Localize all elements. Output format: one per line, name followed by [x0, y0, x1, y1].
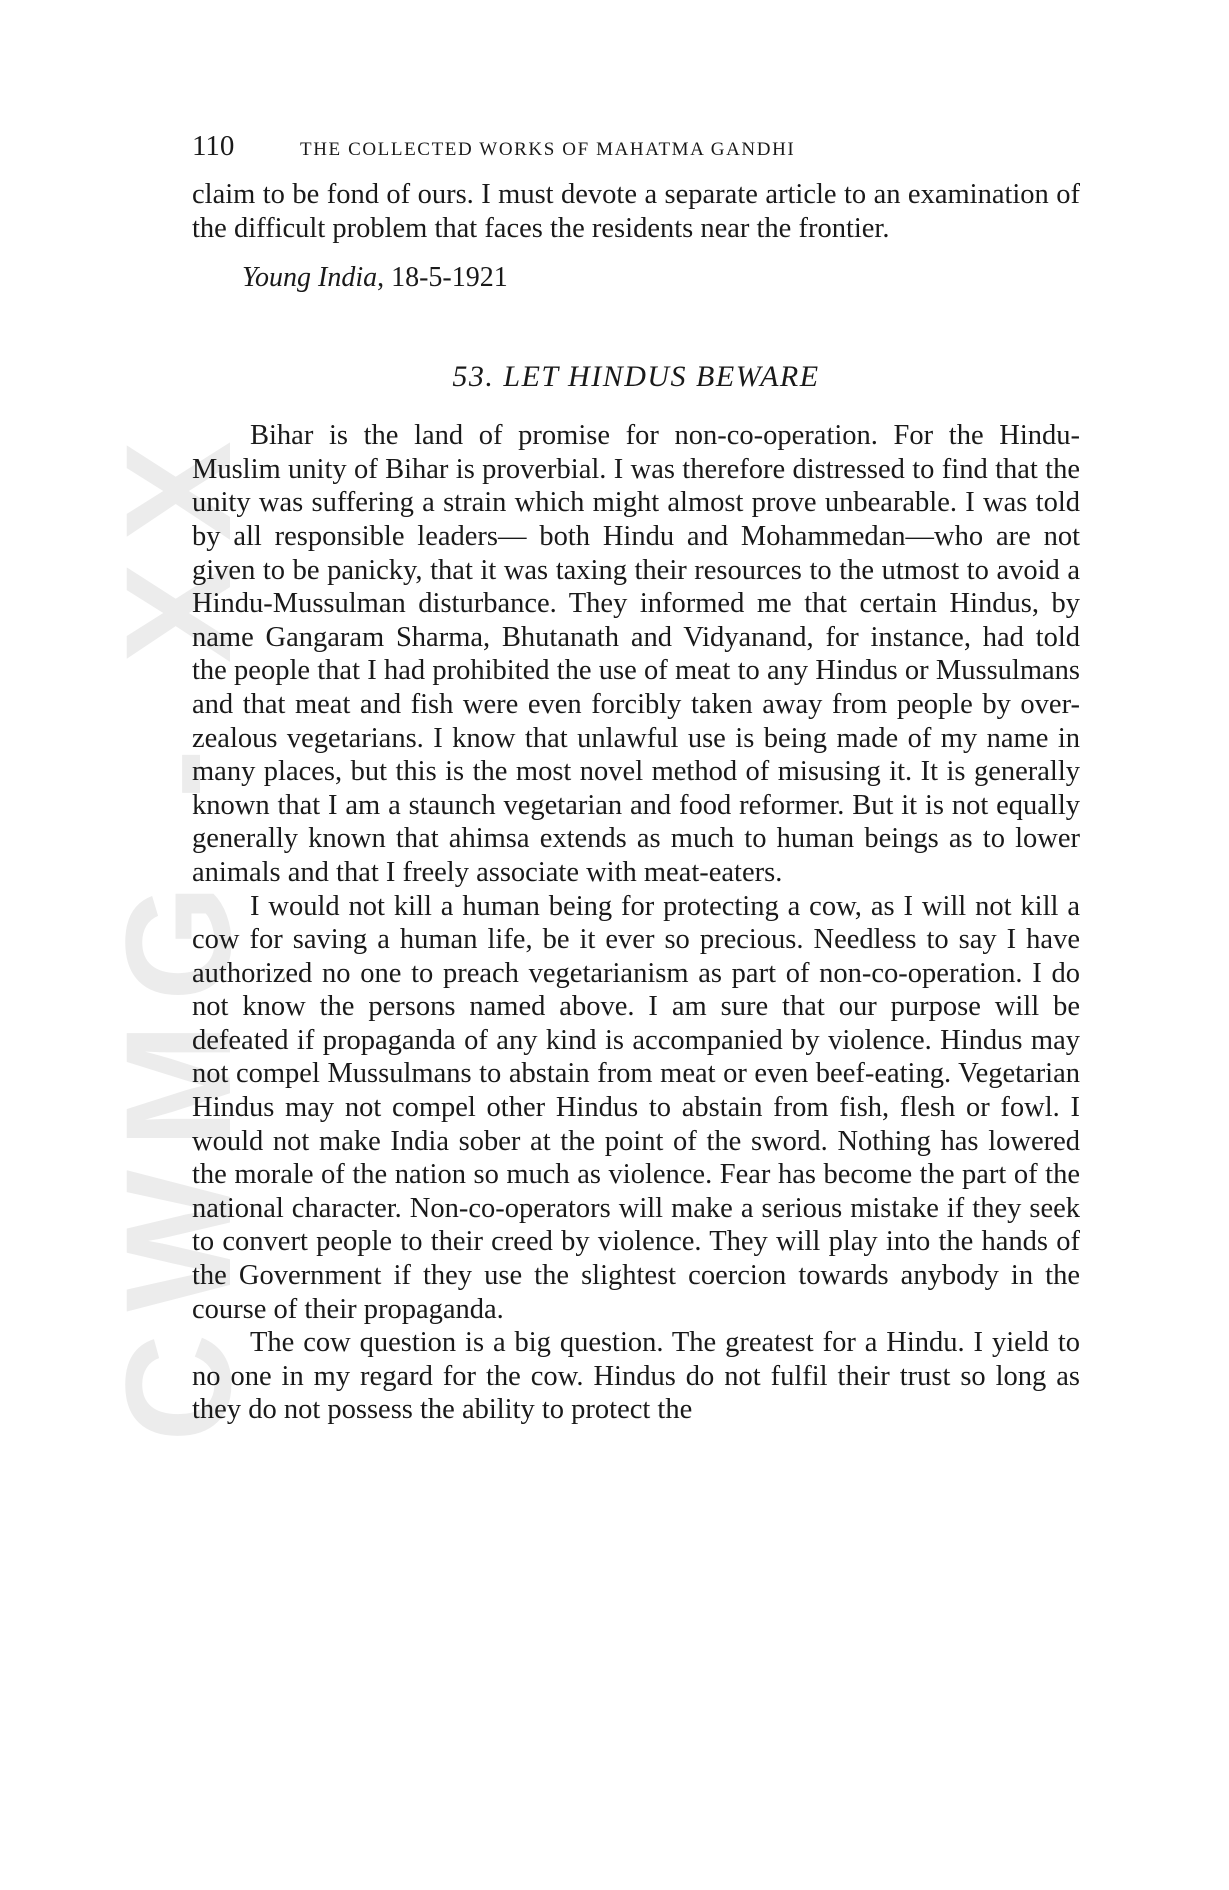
- article-title: 53. LET HINDUS BEWARE: [452, 360, 820, 394]
- book-title: THE COLLECTED WORKS OF MAHATMA GANDHI: [300, 139, 796, 160]
- continuation-paragraph: claim to be fond of ours. I must devote a separate article to an examination of the difficult problem that faces the residents near the frontier.: [192, 179, 1080, 244]
- running-head: [192, 130, 1080, 170]
- source-citation: [242, 261, 1080, 295]
- watermark-text: CWMG - XX: [93, 418, 262, 1442]
- book-page: [192, 130, 1080, 1427]
- article-paragraph-3: The cow question is a big question. The greatest for a Hindu. I yield to no one in my regard for the cow. Hindus do not fulfil their trust so long as they do not possess the ability to protect the: [192, 1327, 1080, 1426]
- source-date: , 18-5-1921: [377, 262, 508, 294]
- page-number: 110: [192, 130, 235, 162]
- source-publication: Young India: [242, 262, 378, 294]
- article-paragraph-1: Bihar is the land of promise for non-co-operation. For the Hindu-Muslim unity of Bihar is proverbial. I was therefore distressed to find that the unity was suffering a strain which might almost prove unbearable. I was told by all responsible leaders— both Hindu and Mohammedan—who are not given to be panicky, that it was taxing their resources to the utmost to avoid a Hindu-Mussulman disturbance. They informed me that certain Hindus, by name Gangaram Sharma, Bhutanath and Vidyanand, for instance, had told the people that I had prohibited the use of meat to any Hindus or Mussulmans and that meat and fish were even forcibly taken away from people by over-zealous vegetarians. I know that unlawful use is being made of my name in many places, but this is the most novel method of misusing it. It is generally known that I am a staunch vegetarian and food reformer. But it is not equally generally known that ahimsa extends as much to human beings as to lower animals and that I freely associate with meat-eaters.: [192, 420, 1080, 888]
- article-paragraph-2: I would not kill a human being for protecting a cow, as I will not kill a cow for saving a human life, be it ever so precious. Needless to say I have authorized no one to preach vegetarianism as part of non-co-operation. I do not know the persons named above. I am sure that our purpose will be defeated if propaganda of any kind is accompanied by violence. Hindus may not compel Mussulmans to abstain from meat or even beef-eating. Vegetarian Hindus may not compel other Hindus to abstain from fish, flesh or fowl. I would not make India sober at the point of the sword. Nothing has lowered the morale of the nation so much as violence. Fear has become the part of the national character. Non-co-operators will make a serious mistake if they seek to convert people to their creed by violence. They will play into the hands of the Government if they use the slightest coercion towards anybody in the course of their propaganda.: [192, 890, 1080, 1325]
